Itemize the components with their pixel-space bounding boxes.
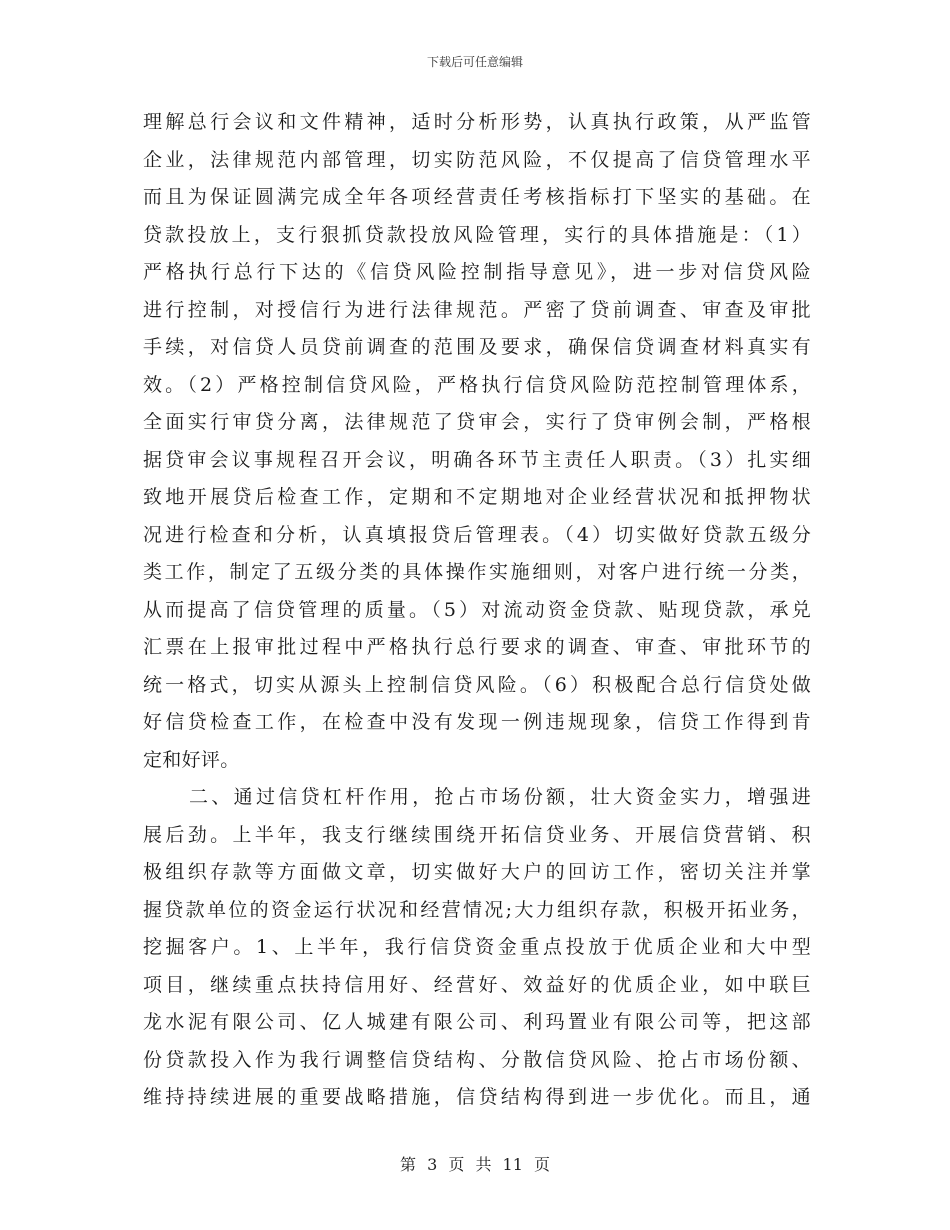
text-line: 致地开展贷后检查工作，定期和不定期地对企业经营状况和抵押物状 bbox=[143, 486, 811, 508]
text-line: 严格执行总行下达的《信贷风险控制指导意见》，进一步对信贷风险 bbox=[143, 261, 811, 283]
text-line: 类工作，制定了五级分类的具体操作实施细则，对客户进行统一分类， bbox=[143, 561, 811, 583]
text-line: 手续，对信贷人员贷前调查的范围及要求，确保信贷调查材料真实有 bbox=[143, 336, 811, 358]
text-line: 展后劲。上半年，我支行继续围绕开拓信贷业务、开展信贷营销、积 bbox=[143, 823, 811, 846]
page-header: 下载后可任意编辑 bbox=[426, 55, 523, 69]
text-line: 维持持续进展的重要战略措施，信贷结构得到进一步优化。而且，通 bbox=[143, 1086, 811, 1108]
text-line: 份贷款投入作为我行调整信贷结构、分散信贷风险、抢占市场份额、 bbox=[143, 1048, 811, 1071]
text-line: 好信贷检查工作，在检查中没有发现一例违规现象，信贷工作得到肯 bbox=[143, 711, 811, 733]
text-line: 据贷审会议事规程召开会议，明确各环节主责任人职责。（3）扎实细 bbox=[143, 448, 811, 471]
paragraph-first-line: 二、通过信贷杠杆作用，抢占市场份额，壮大资金实力，增强进 bbox=[189, 786, 811, 808]
text-line: 理解总行会议和文件精神，适时分析形势，认真执行政策，从严监管 bbox=[143, 111, 811, 133]
text-line: 而且为保证圆满完成全年各项经营责任考核指标打下坚实的基础。在 bbox=[143, 186, 811, 208]
text-line: 企业，法律规范内部管理，切实防范风险，不仅提高了信贷管理水平 bbox=[143, 148, 811, 171]
text-line: 全面实行审贷分离，法律规范了贷审会，实行了贷审例会制，严格根 bbox=[143, 411, 811, 433]
text-line: 效。（2）严格控制信贷风险，严格执行信贷风险防范控制管理体系， bbox=[143, 373, 811, 396]
page-number: 第 3 页 共 11 页 bbox=[400, 1155, 550, 1174]
text-line: 从而提高了信贷管理的质量。（5）对流动资金贷款、贴现贷款，承兑 bbox=[143, 598, 811, 621]
text-line: 挖掘客户。1、上半年，我行信贷资金重点投放于优质企业和大中型 bbox=[143, 936, 811, 958]
text-line: 况进行检查和分析，认真填报贷后管理表。（4）切实做好贷款五级分 bbox=[143, 523, 811, 546]
text-line: 极组织存款等方面做文章，切实做好大户的回访工作，密切关注并掌 bbox=[143, 861, 811, 883]
document-body bbox=[143, 104, 811, 1117]
text-line: 统一格式，切实从源头上控制信贷风险。（6）积极配合总行信贷处做 bbox=[143, 673, 811, 696]
text-line: 贷款投放上，支行狠抓贷款投放风险管理，实行的具体措施是：（1） bbox=[143, 223, 811, 246]
text-line: 进行控制，对授信行为进行法律规范。严密了贷前调查、审查及审批 bbox=[143, 298, 811, 321]
text-line: 握贷款单位的资金运行状况和经营情况;大力组织存款，积极开拓业务， bbox=[143, 898, 811, 921]
text-line: 汇票在上报审批过程中严格执行总行要求的调查、审查、审批环节的 bbox=[143, 636, 811, 658]
text-line: 龙水泥有限公司、亿人城建有限公司、利玛置业有限公司等，把这部 bbox=[143, 1011, 811, 1033]
text-line: 项目，继续重点扶持信用好、经营好、效益好的优质企业，如中联巨 bbox=[143, 973, 811, 996]
text-line: 定和好评。 bbox=[143, 748, 240, 771]
